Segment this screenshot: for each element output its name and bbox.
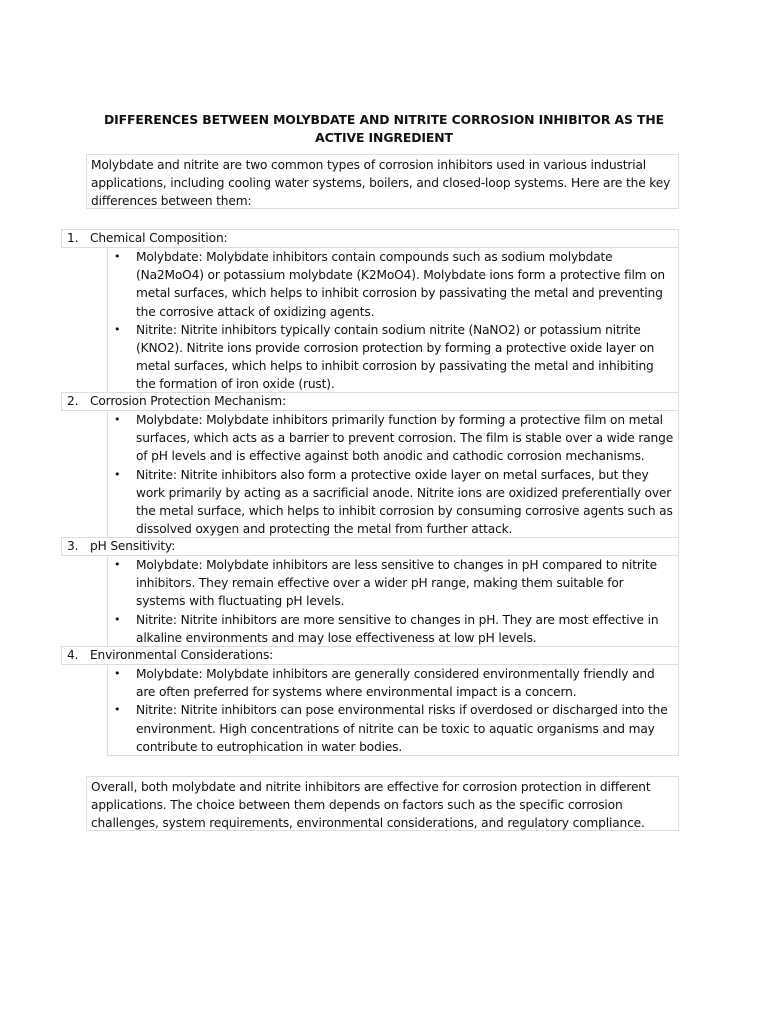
- section-3-heading-row: [61, 537, 679, 556]
- bullet-item: [108, 248, 678, 321]
- bullet-icon: •: [114, 250, 121, 263]
- bullet-item: [108, 466, 678, 539]
- document-title: DIFFERENCES BETWEEN MOLYBDATE AND NITRITE CORROSION INHIBITOR AS THE ACTIVE INGREDIENT: [103, 112, 664, 145]
- bullet-item: [108, 611, 678, 647]
- bullet-text: Nitrite: Nitrite inhibitors typically contain sodium nitrite (NaNO2) or potassium nitrite (KNO2). Nitrite ions provide corrosion protection by forming a protective oxide layer on metal surfaces, which helps to inhibit corrosion by passivating the metal and inhibiting the formation of iron oxide (rust).: [136, 322, 655, 392]
- section-number: 4.: [67, 648, 79, 662]
- bullet-text: Molybdate: Molybdate inhibitors primarily function by forming a protective film on metal surfaces, which acts as a barrier to prevent corrosion. The film is stable over a wide range of pH levels and is effective against both anodic and cathodic corrosion mechanisms.: [136, 413, 674, 464]
- section-4-heading-row: [61, 646, 679, 665]
- bullet-text: Molybdate: Molybdate inhibitors contain compounds such as sodium molybdate (Na2MoO4) or potassium molybdate (K2MoO4). Molybdate ions form a protective film on metal surfaces, which helps to inhibit corrosion by passivating the metal and preventing the corrosive attack of oxidizing agents.: [136, 250, 666, 319]
- section-heading: Chemical Composition:: [90, 231, 228, 245]
- bullet-icon: •: [114, 667, 121, 680]
- section-1-heading-row: [61, 229, 679, 248]
- section-2-heading-row: [61, 392, 679, 411]
- section-1-bullets: [107, 247, 679, 393]
- section-heading: Corrosion Protection Mechanism:: [90, 394, 286, 408]
- bullet-text: Nitrite: Nitrite inhibitors also form a protective oxide layer on metal surfaces, but they work primarily by acting as a sacrificial anode. Nitrite ions are oxidized preferentially over the metal surface, which helps to inhibit corrosion by consuming corrosive agents such as dissolved oxygen and protecting the metal from further attack.: [136, 467, 673, 537]
- bullet-icon: •: [114, 703, 121, 717]
- intro-paragraph: Molybdate and nitrite are two common types of corrosion inhibitors used in various industrial applications, including cooling water systems, boilers, and closed-loop systems. Here are the key differences between them:: [86, 154, 679, 209]
- section-heading: Environmental Considerations:: [90, 648, 274, 662]
- section-number: 1.: [67, 231, 79, 245]
- bullet-icon: •: [114, 558, 121, 571]
- conclusion-paragraph: Overall, both molybdate and nitrite inhibitors are effective for corrosion protection in different applications. The choice between them depends on factors such as the specific corrosion challenges, system requirements, environmental considerations, and regulatory compliance.: [86, 776, 679, 831]
- bullet-item: [108, 701, 678, 756]
- bullet-text: Nitrite: Nitrite inhibitors can pose environmental risks if overdosed or discharged into the environment. High concentrations of nitrite can be toxic to aquatic organisms and may contribute to eutrophication in water bodies.: [136, 703, 668, 754]
- bullet-item: [108, 411, 678, 466]
- bullet-icon: •: [114, 612, 121, 626]
- bullet-icon: •: [114, 322, 121, 336]
- bullet-icon: •: [114, 467, 121, 481]
- section-number: 2.: [67, 394, 79, 408]
- bullet-text: Molybdate: Molybdate inhibitors are generally considered environmentally friendly and are often preferred for systems where environmental impact is a concern.: [136, 667, 655, 700]
- bullet-icon: •: [114, 413, 121, 426]
- section-number: 3.: [67, 539, 79, 553]
- bullet-text: Molybdate: Molybdate inhibitors are less sensitive to changes in pH compared to nitrite inhibitors. They remain effective over a wider pH range, making them suitable for systems with fluctuating pH levels.: [136, 558, 657, 609]
- bullet-item: [108, 556, 678, 611]
- section-2-bullets: [107, 410, 679, 538]
- bullet-item: [108, 321, 678, 394]
- section-heading: pH Sensitivity:: [90, 539, 176, 553]
- bullet-text: Nitrite: Nitrite inhibitors are more sensitive to changes in pH. They are most effective in alkaline environments and may lose effectiveness at low pH levels.: [136, 612, 659, 645]
- section-4-bullets: [107, 664, 679, 756]
- bullet-item: [108, 665, 678, 701]
- section-3-bullets: [107, 555, 679, 647]
